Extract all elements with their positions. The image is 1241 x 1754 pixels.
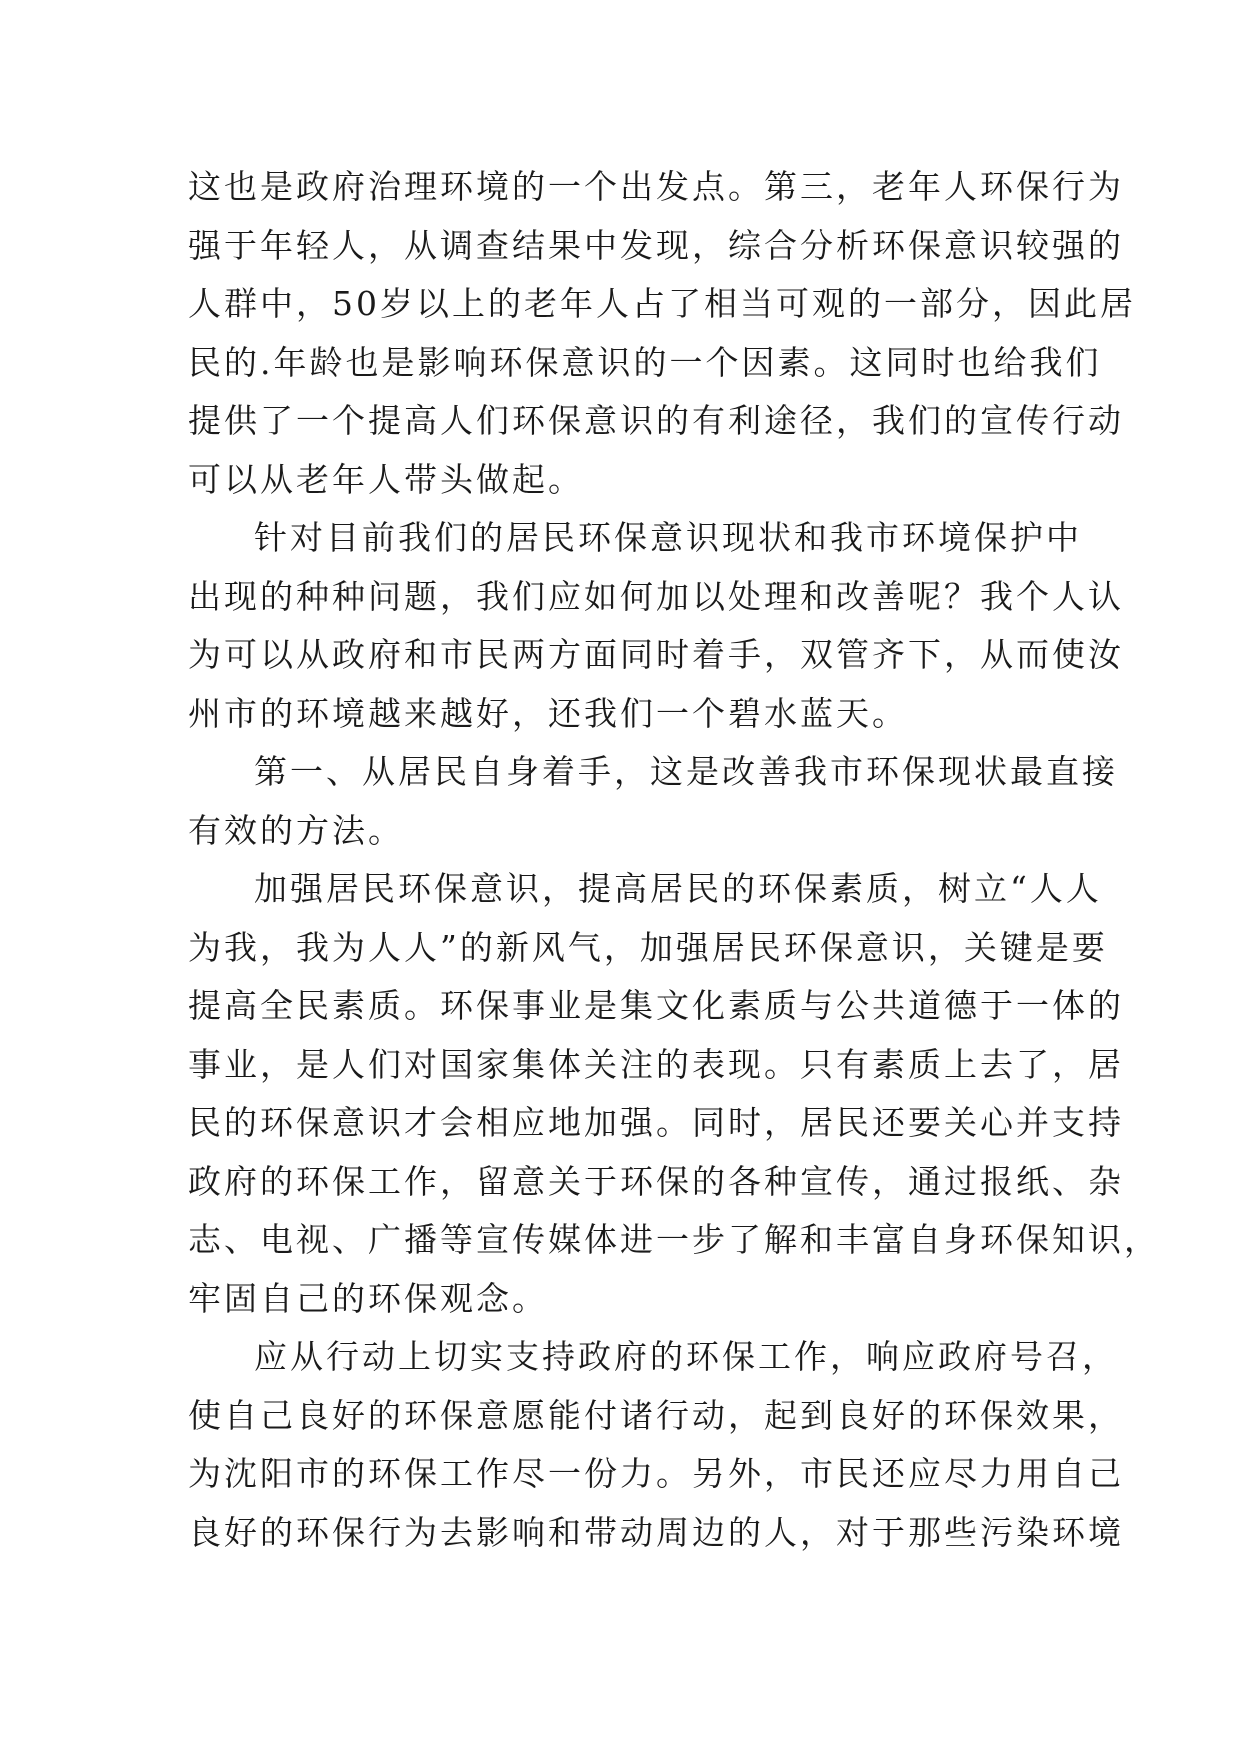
text-line: 加 强 居 民 环 保 意 识 ， 提 高 居 民 的 环 保 素 质 ， 树 立 “ 人 人 [254, 869, 1102, 908]
text-line: 为 沈 阳 市 的 环 保 工 作 尽 一 份 力 。 另 外 ， 市 民 还 应 尽 力 用 自 己 [188, 1454, 1124, 1493]
text-line: 可以从老年人带头做起。 [188, 459, 584, 499]
text-line: 出 现 的 种 种 问 题 ， 我 们 应 如 何 加 以 处 理 和 改 善 呢 ？ 我 个 人 认 [188, 576, 1124, 616]
text-line: 第 一 、 从 居 民 自 身 着 手 ， 这 是 改 善 我 市 环 保 现 状 最 直 接 [254, 752, 1118, 791]
text-line: 志 、 电 视 、 广 播 等 宣 传 媒 体 进 一 步 了 解 和 丰 富 自 身 环 保 知 识 ， [188, 1220, 1160, 1259]
paragraph [188, 158, 1136, 509]
paragraph [188, 860, 1160, 1328]
paragraph [188, 743, 1118, 860]
text-line: 政 府 的 环 保 工 作 ， 留 意 关 于 环 保 的 各 种 宣 传 ， 通 过 报 纸 、 杂 [188, 1161, 1124, 1201]
text-line: 良 好 的 环 保 行 为 去 影 响 和 带 动 周 边 的 人 ， 对 于 那 些 污 染 环 境 [188, 1512, 1124, 1552]
paragraph [188, 1328, 1124, 1562]
text-line: 为 我 ， 我 为 人 人 ” 的 新 风 气 ， 加 强 居 民 环 保 意 识 ， 关 键 是 要 [188, 927, 1108, 967]
text-line: 为 可 以 从 政 府 和 市 民 两 方 面 同 时 着 手 ， 双 管 齐 下 ， 从 而 使 汝 [188, 635, 1124, 674]
document-body [188, 158, 1160, 1562]
text-line: 应 从 行 动 上 切 实 支 持 政 府 的 环 保 工 作 ， 响 应 政 府 号 召 ， [254, 1337, 1118, 1376]
text-line: 牢固自己的环保观念。 [188, 1278, 548, 1318]
text-line: 有效的方法。 [188, 810, 404, 850]
text-line: 强 于 年 轻 人 ， 从 调 查 结 果 中 发 现 ， 综 合 分 析 环 保 意 识 较 强 的 [188, 225, 1124, 265]
text-line: 州市的环境越来越好，还我们一个碧水蓝天。 [188, 693, 908, 733]
paragraph [188, 509, 1124, 743]
text-line: 这 也 是 政 府 治 理 环 境 的 一 个 出 发 点 。 第 三 ， 老 年 人 环 保 行 为 [188, 167, 1124, 206]
text-line: 民 的 环 保 意 识 才 会 相 应 地 加 强 。 同 时 ， 居 民 还 要 关 心 并 支 持 [188, 1103, 1124, 1142]
text-line: 提 高 全 民 素 质 。 环 保 事 业 是 集 文 化 素 质 与 公 共 道 德 于 一 体 的 [188, 986, 1124, 1025]
text-line: 使 自 己 良 好 的 环 保 意 愿 能 付 诸 行 动 ， 起 到 良 好 的 环 保 效 果 ， [188, 1395, 1124, 1435]
text-line: 民 的 . 年 龄 也 是 影 响 环 保 意 识 的 一 个 因 素 。 这 同 时 也 给 我 们 [188, 342, 1102, 382]
text-line: 人 群 中 ， 50 岁 以 上 的 老 年 人 占 了 相 当 可 观 的 一 部 分 ， 因 此 居 [188, 284, 1136, 323]
text-line: 提 供 了 一 个 提 高 人 们 环 保 意 识 的 有 利 途 径 ， 我 们 的 宣 传 行 动 [188, 401, 1124, 440]
text-line: 事 业 ， 是 人 们 对 国 家 集 体 关 注 的 表 现 。 只 有 素 质 上 去 了 ， 居 [188, 1044, 1124, 1084]
text-line: 针 对 目 前 我 们 的 居 民 环 保 意 识 现 状 和 我 市 环 境 保 护 中 [254, 518, 1082, 557]
